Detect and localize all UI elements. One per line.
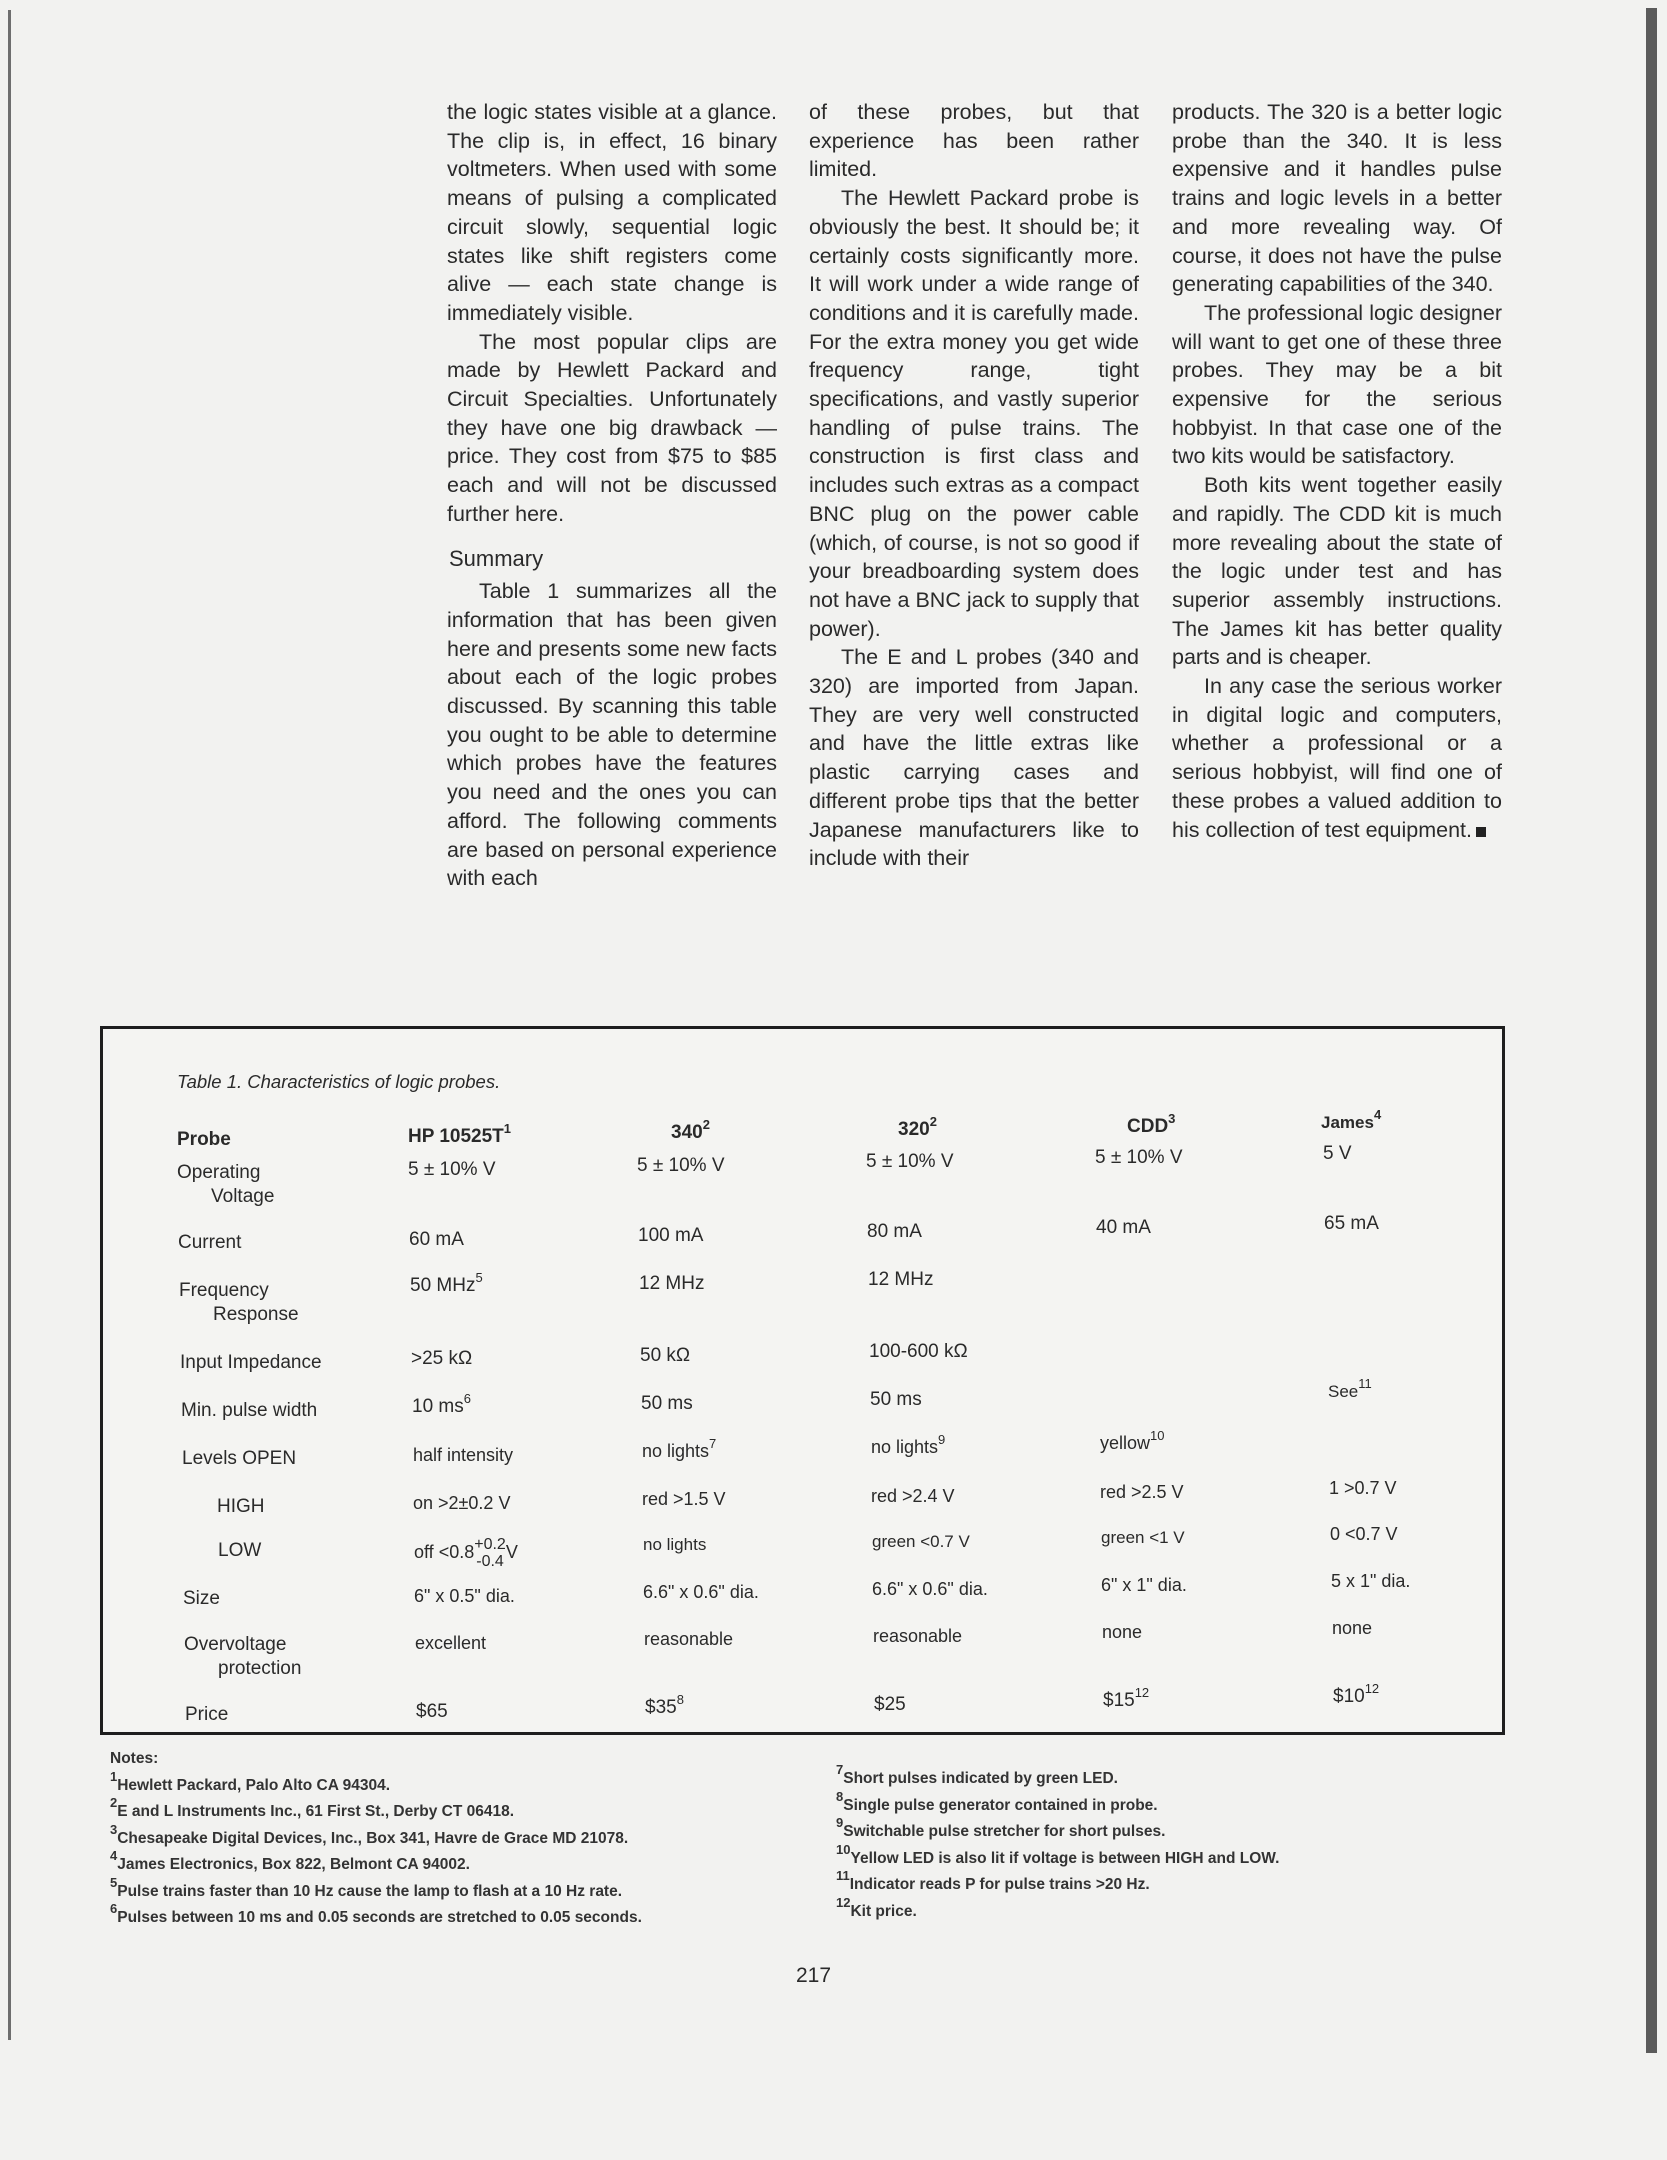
note-8 bbox=[836, 1788, 1279, 1820]
note-3 bbox=[110, 1821, 642, 1853]
note-number: 2 bbox=[110, 1795, 118, 1810]
row-label-frequency bbox=[179, 1279, 299, 1327]
cell-320-open bbox=[871, 1432, 946, 1459]
note-text: Yellow LED is also lit if voltage is between HIGH and LOW. bbox=[850, 1849, 1280, 1867]
note-number: 10 bbox=[836, 1841, 851, 1857]
cell-320-frequency: 12 MHz bbox=[868, 1269, 934, 1290]
footnote-ref: 6 bbox=[463, 1391, 471, 1406]
row-label-price: Price bbox=[185, 1704, 229, 1725]
cell-text: See bbox=[1328, 1382, 1359, 1401]
cell-340-price bbox=[645, 1692, 684, 1720]
footnote-ref: 12 bbox=[1134, 1685, 1150, 1700]
header-james bbox=[1321, 1107, 1382, 1135]
note-11 bbox=[836, 1868, 1279, 1899]
footnote-ref: 1 bbox=[503, 1121, 512, 1136]
cell-320-voltage: 5 ± 10% V bbox=[866, 1151, 954, 1172]
cell-340-pulse-width: 50 ms bbox=[641, 1393, 693, 1414]
footnote-ref: 5 bbox=[475, 1270, 483, 1285]
cell-cdd-price bbox=[1103, 1685, 1150, 1713]
row-label-size: Size bbox=[183, 1588, 220, 1609]
cell-text: no lights bbox=[642, 1441, 710, 1461]
cell-james-size: 5 x 1" dia. bbox=[1331, 1571, 1411, 1591]
footnote-ref: 4 bbox=[1373, 1107, 1382, 1122]
scan-edge-right bbox=[1646, 8, 1657, 2053]
paragraph: Table 1 summarizes all the information that has been given here and presents some new facts about each of the logic probes discussed. By scanning this table you ought to be able to determine which probes have the features you need and the ones you can afford. The following comments are based on personal experience with each bbox=[447, 579, 777, 891]
header-text: 340 bbox=[671, 1122, 703, 1143]
text-column-2 bbox=[809, 98, 1139, 873]
note-7 bbox=[836, 1762, 1279, 1793]
end-mark-icon bbox=[1476, 827, 1486, 837]
header-cdd bbox=[1127, 1111, 1176, 1139]
note-text: Kit price. bbox=[850, 1902, 917, 1920]
cell-hp-open: half intensity bbox=[413, 1445, 514, 1465]
paragraph: Both kits went together easily and rapidly. The CDD kit is much more revealing about the state of the logic under test and has superior assembly instructions. The James kit has better quality parts and is cheaper. bbox=[1172, 473, 1502, 670]
paragraph: The professional logic designer will want to get one of these three probes. They may be a bit expensive for the serious hobbyist. In that case one of the two kits would be satisfactory. bbox=[1172, 300, 1502, 469]
cell-hp-high: on >2±0.2 V bbox=[413, 1493, 511, 1513]
label-line: Response bbox=[213, 1304, 299, 1325]
section-heading: Summary bbox=[449, 545, 544, 571]
cell-340-overvoltage: reasonable bbox=[644, 1629, 734, 1649]
note-text: Hewlett Packard, Palo Alto CA 94304. bbox=[117, 1776, 391, 1794]
cell-james-overvoltage: none bbox=[1332, 1618, 1373, 1638]
table-1 bbox=[100, 1026, 1505, 1735]
note-number: 6 bbox=[110, 1901, 118, 1916]
note-text: E and L Instruments Inc., 61 First St., Derby CT 06418. bbox=[117, 1803, 515, 1820]
row-label-high: HIGH bbox=[217, 1496, 265, 1517]
cell-340-high: red >1.5 V bbox=[642, 1489, 726, 1509]
paragraph: of these probes, but that experience has been rather limited. bbox=[809, 100, 1139, 182]
footnote-ref: 11 bbox=[1358, 1376, 1372, 1391]
cell-320-price: $25 bbox=[874, 1694, 906, 1715]
note-number: 1 bbox=[110, 1768, 118, 1784]
cell-320-size: 6.6" x 0.6" dia. bbox=[872, 1579, 988, 1599]
header-probe: Probe bbox=[177, 1129, 231, 1150]
note-6 bbox=[110, 1901, 642, 1932]
cell-text: 50 MHz bbox=[410, 1275, 476, 1296]
row-label-overvoltage bbox=[184, 1633, 301, 1681]
header-340 bbox=[671, 1117, 710, 1145]
cell-hp-size: 6" x 0.5" dia. bbox=[414, 1586, 515, 1606]
cell-320-current: 80 mA bbox=[867, 1221, 922, 1242]
tolerance-fraction bbox=[474, 1536, 506, 1570]
cell-james-voltage: 5 V bbox=[1323, 1143, 1352, 1164]
note-text: Indicator reads P for pulse trains >20 Hz. bbox=[849, 1876, 1150, 1893]
cell-320-impedance: 100-600 kΩ bbox=[869, 1341, 968, 1362]
text-column-1 bbox=[447, 98, 777, 893]
cell-cdd-low: green <1 V bbox=[1101, 1528, 1185, 1547]
cell-cdd-open bbox=[1100, 1428, 1165, 1455]
label-line: Operating bbox=[177, 1162, 261, 1183]
note-5 bbox=[110, 1874, 642, 1906]
cell-320-high: red >2.4 V bbox=[871, 1486, 955, 1506]
row-label-impedance: Input Impedance bbox=[180, 1352, 322, 1373]
notes-title: Notes: bbox=[110, 1750, 159, 1767]
cell-hp-price: $65 bbox=[416, 1701, 448, 1722]
paragraph: the logic states visible at a glance. The clip is, in effect, 16 binary voltmeters. When used with some means of pulsing a complicated circuit slowly, sequential logic states like shift registers come alive — each state change is immediately visible. bbox=[447, 100, 777, 325]
cell-hp-overvoltage: excellent bbox=[415, 1633, 487, 1653]
cell-hp-frequency bbox=[410, 1270, 483, 1298]
header-320 bbox=[898, 1114, 937, 1142]
paragraph: The Hewlett Packard probe is obviously the best. It should be; it certainly costs significantly more. It will work under a wide range of conditions and it is carefully made. For the extra money you get wide frequency range, tight specifications, and vastly superior handling of pulse trains. The construction is first class and includes such extras as a compact BNC plug on the power cable (which, of course, is not so good if your breadboarding system does not have a BNC jack to supply that power). bbox=[809, 186, 1139, 641]
cell-text: $10 bbox=[1333, 1686, 1365, 1707]
paragraph-text: In any case the serious worker in digital logic and computers, whether a professional or a serious hobbyist, will find one of these probes a valued addition to his collection of test equipment. bbox=[1172, 674, 1502, 842]
note-10 bbox=[836, 1841, 1280, 1873]
cell-text: $15 bbox=[1103, 1690, 1135, 1711]
cell-340-voltage: 5 ± 10% V bbox=[637, 1155, 725, 1176]
note-text: James Electronics, Box 822, Belmont CA 94002. bbox=[117, 1856, 470, 1873]
note-number: 3 bbox=[110, 1821, 118, 1837]
cell-340-frequency: 12 MHz bbox=[639, 1273, 705, 1294]
paragraph: The E and L probes (340 and 320) are imported from Japan. They are very well constructed and have the little extras like plastic carrying cases and different probe tips that the better Japanese manufacturers like to include with their bbox=[809, 645, 1139, 871]
cell-cdd-high: red >2.5 V bbox=[1100, 1482, 1184, 1502]
cell-340-size: 6.6" x 0.6" dia. bbox=[643, 1582, 759, 1602]
note-9 bbox=[836, 1815, 1279, 1846]
cell-340-open bbox=[642, 1436, 717, 1463]
note-text: Short pulses indicated by green LED. bbox=[843, 1770, 1118, 1787]
cell-hp-pulse-width bbox=[412, 1391, 471, 1419]
cell-james-price bbox=[1333, 1681, 1380, 1709]
page-number: 217 bbox=[796, 1964, 832, 1987]
header-text: 320 bbox=[898, 1119, 930, 1140]
footnote-ref: 7 bbox=[709, 1436, 717, 1451]
paragraph bbox=[1172, 672, 1502, 844]
label-line: Voltage bbox=[211, 1186, 275, 1207]
cell-hp-low bbox=[414, 1536, 518, 1570]
cell-james-low: 0 <0.7 V bbox=[1330, 1524, 1398, 1544]
note-text: Chesapeake Digital Devices, Inc., Box 341, Havre de Grace MD 21078. bbox=[117, 1829, 629, 1847]
note-number: 5 bbox=[110, 1874, 118, 1890]
row-label-low: LOW bbox=[218, 1540, 262, 1561]
note-1 bbox=[110, 1768, 642, 1800]
cell-text: yellow bbox=[1100, 1433, 1151, 1453]
header-text: HP 10525T bbox=[408, 1126, 504, 1147]
footnote-ref: 3 bbox=[1168, 1111, 1176, 1126]
note-text: Pulses between 10 ms and 0.05 seconds are stretched to 0.05 seconds. bbox=[117, 1909, 642, 1926]
footnote-ref: 2 bbox=[702, 1117, 710, 1132]
header-hp bbox=[408, 1121, 512, 1149]
row-label-current: Current bbox=[178, 1232, 242, 1253]
cell-james-pulse-width bbox=[1328, 1376, 1372, 1404]
note-12 bbox=[836, 1894, 1279, 1926]
scan-edge-left bbox=[8, 10, 11, 2040]
table-grid bbox=[103, 1029, 1502, 1732]
table-caption: Table 1. Characteristics of logic probes. bbox=[177, 1071, 501, 1092]
cell-340-low: no lights bbox=[643, 1535, 707, 1554]
label-line: Overvoltage bbox=[184, 1634, 287, 1655]
note-number: 11 bbox=[836, 1868, 850, 1883]
note-number: 4 bbox=[110, 1848, 118, 1863]
footnote-ref: 10 bbox=[1150, 1428, 1165, 1443]
cell-340-current: 100 mA bbox=[638, 1225, 704, 1246]
row-label-voltage bbox=[177, 1161, 274, 1209]
cell-cdd-current: 40 mA bbox=[1096, 1217, 1151, 1238]
notes-left bbox=[110, 1746, 642, 1932]
row-label-pulse-width: Min. pulse width bbox=[181, 1400, 318, 1421]
cell-james-high: 1 >0.7 V bbox=[1329, 1478, 1397, 1498]
footnote-ref: 12 bbox=[1364, 1681, 1380, 1696]
tolerance-lower: -0.4 bbox=[476, 1553, 504, 1570]
cell-340-impedance: 50 kΩ bbox=[640, 1345, 691, 1366]
cell-cdd-overvoltage: none bbox=[1102, 1622, 1143, 1642]
note-number: 7 bbox=[836, 1762, 844, 1777]
row-label-levels-open: Levels OPEN bbox=[182, 1448, 297, 1469]
note-text: Pulse trains faster than 10 Hz cause the lamp to flash at a 10 Hz rate. bbox=[117, 1882, 623, 1900]
unit: V bbox=[505, 1541, 518, 1562]
cell-text: $35 bbox=[645, 1697, 677, 1718]
note-number: 9 bbox=[836, 1815, 844, 1830]
footnote-ref: 9 bbox=[938, 1432, 946, 1447]
footnote-ref: 2 bbox=[929, 1114, 937, 1129]
cell-cdd-size: 6" x 1" dia. bbox=[1101, 1575, 1187, 1595]
cell-text: 10 ms bbox=[412, 1396, 464, 1417]
paragraph: The most popular clips are made by Hewlett Packard and Circuit Specialties. Unfortunately they have one big drawback — price. They cost from $75 to $85 each and will not be discussed further here. bbox=[447, 329, 777, 526]
note-number: 12 bbox=[836, 1894, 851, 1910]
label-line: protection bbox=[218, 1658, 302, 1679]
cell-hp-voltage: 5 ± 10% V bbox=[408, 1159, 496, 1180]
tolerance-upper: +0.2 bbox=[474, 1536, 506, 1553]
footnote-ref: 8 bbox=[676, 1692, 684, 1707]
note-2 bbox=[110, 1795, 642, 1826]
notes-right bbox=[836, 1762, 1280, 1925]
cell-hp-impedance: >25 kΩ bbox=[411, 1348, 473, 1369]
cell-cdd-voltage: 5 ± 10% V bbox=[1095, 1147, 1183, 1168]
note-text: Single pulse generator contained in probe. bbox=[843, 1796, 1158, 1814]
note-number: 8 bbox=[836, 1788, 844, 1804]
cell-320-low: green <0.7 V bbox=[872, 1532, 970, 1551]
paragraph: products. The 320 is a better logic probe than the 340. It is less expensive and it handles pulse trains and logic levels in a better and more revealing way. Of course, it does not have the pulse generating capabilities of the 340. bbox=[1172, 100, 1502, 297]
note-4 bbox=[110, 1848, 642, 1879]
label-line: Frequency bbox=[179, 1280, 269, 1301]
header-text: James bbox=[1321, 1113, 1374, 1132]
note-text: Switchable pulse stretcher for short pulses. bbox=[843, 1823, 1166, 1840]
cell-320-pulse-width: 50 ms bbox=[870, 1389, 922, 1410]
cell-hp-current: 60 mA bbox=[409, 1229, 464, 1250]
cell-james-current: 65 mA bbox=[1324, 1213, 1379, 1234]
cell-text: off <0.8 bbox=[414, 1541, 475, 1562]
cell-text: no lights bbox=[871, 1437, 939, 1457]
cell-320-overvoltage: reasonable bbox=[873, 1626, 963, 1646]
header-text: CDD bbox=[1127, 1116, 1169, 1137]
text-column-3 bbox=[1172, 98, 1502, 844]
